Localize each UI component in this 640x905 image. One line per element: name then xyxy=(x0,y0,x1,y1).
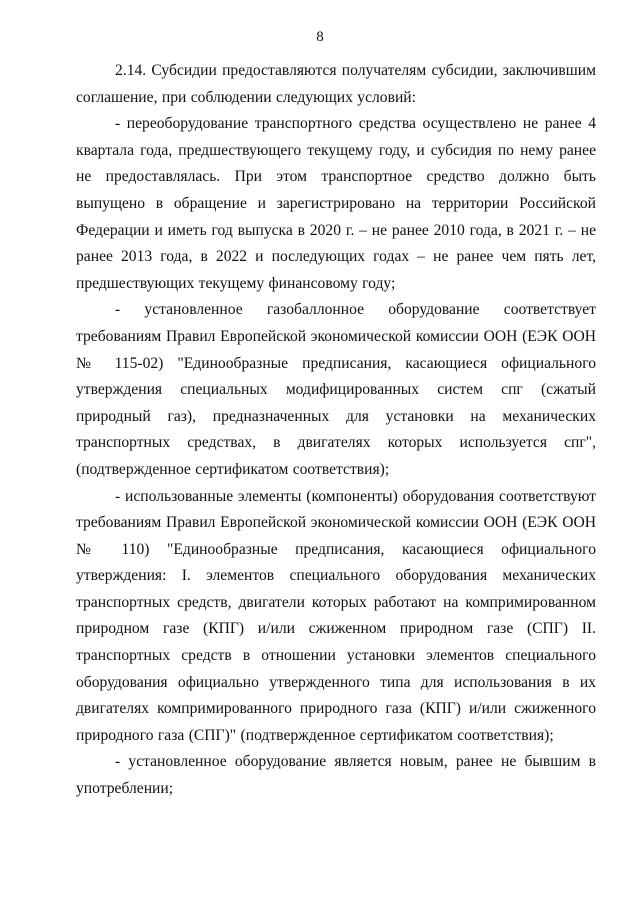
document-body xyxy=(76,58,596,803)
paragraph-gas-cylinder-equipment-condition: - установленное газобаллонное оборудование соответствует требованиям Правил Европейской экономической комиссии ООН (ЕЭК ООН № 115-02) "Единообразные предписания, касающиеся официального утверждения специальных модифицированных систем спг (сжатый природный газ), предназначенных для установки на механических транспортных средствах, в двигателях которых используется спг", (подтвержденное сертификатом соответствия); xyxy=(76,301,596,478)
paragraph-new-equipment-condition: - установленное оборудование является новым, ранее не бывшим в употреблении; xyxy=(76,753,596,798)
paragraph-2-14-intro: 2.14. Субсидии предоставляются получателям субсидии, заключившим соглашение, при соблюдении следующих условий: xyxy=(76,62,596,106)
paragraph-vehicle-conversion-condition: - переоборудование транспортного средства осуществлено не ранее 4 квартала года, предшествующего текущему году, и субсидия по нему ранее не предоставлялась. При этом транспортное средство должно быть выпущено в обращение и зарегистрировано на территории Российской Федерации и иметь год выпуска в 2020 г. – не ранее 2010 года, в 2021 г. – не ранее 2013 года, в 2022 и последующих годах – не ранее чем пять лет, предшествующих текущему финансовому году; xyxy=(76,115,596,292)
page-number: 8 xyxy=(316,29,324,45)
paragraph-equipment-components-condition: - использованные элементы (компоненты) оборудования соответствуют требованиям Правил Европейской экономической комиссии ООН (ЕЭК ООН № 110) "Единообразные предписания, касающиеся официального утверждения: I. элементов специального оборудования механических транспортных средств, двигатели которых работают на компримированном природном газе (КПГ) и/или сжиженном природном газе (СПГ) II. транспортных средств в отношении установки элементов специального оборудования официально утвержденного типа для использования в их двигателях компримированного природного газа (КПГ) и/или сжиженного природного газа (СПГ)" (подтвержденное сертификатом соответствия); xyxy=(76,487,596,744)
